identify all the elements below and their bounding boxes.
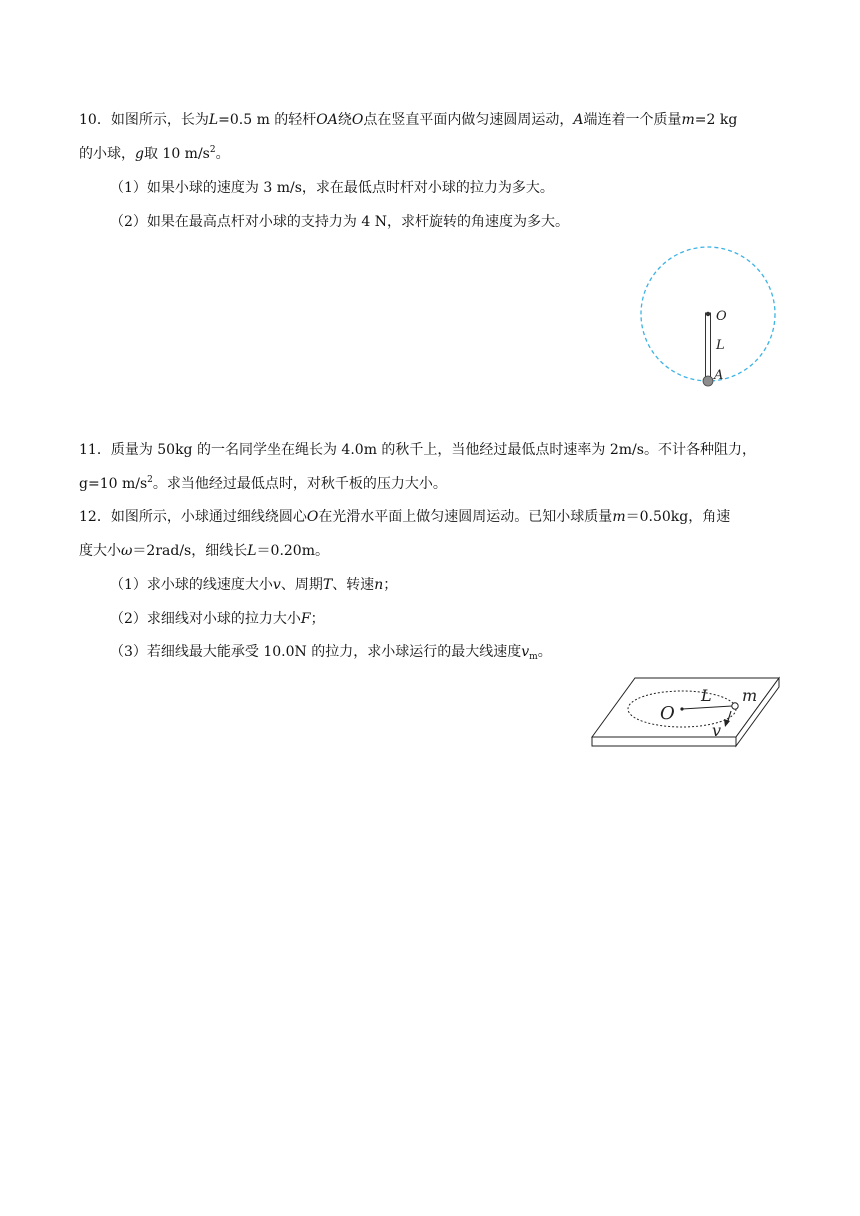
label-m: m	[742, 686, 758, 705]
q10-text: 10．如图所示，长为	[79, 112, 209, 128]
ball-A	[703, 376, 713, 386]
q11-line-1: 11．质量为 50kg 的一名同学坐在绳长为 4.0m 的秋千上，当他经过最低点时速率为 2m/s。不计各种阻力，	[79, 442, 756, 458]
var-v: v	[521, 644, 530, 660]
q12-line-2	[79, 541, 329, 561]
q12-text: 、转速	[332, 577, 375, 593]
q10-text: 端连着一个质量	[583, 112, 682, 128]
q11-line-2	[79, 474, 447, 494]
label-A: A	[714, 368, 724, 383]
q12-plane-figure	[590, 675, 785, 750]
q10-rod-circle-figure	[630, 240, 790, 400]
q12-text: ；	[383, 577, 398, 593]
var-m: m	[681, 112, 695, 128]
ball-m	[732, 703, 738, 709]
q12-text: （3）若细线最大能承受 10.0N 的拉力，求小球运行的最大线速度	[110, 644, 522, 660]
var-A: A	[573, 112, 584, 128]
var-OA: OA	[316, 112, 338, 128]
var-m: m	[612, 509, 626, 525]
q10-text: =2 kg	[694, 112, 738, 128]
q12-line-1	[79, 507, 730, 527]
q12-subquestion-1	[110, 575, 397, 595]
q12-text: ＝0.50kg，角速	[625, 509, 731, 525]
q10-line-2	[79, 144, 230, 164]
var-O: O	[351, 112, 364, 128]
var-omega: ω	[121, 543, 133, 559]
q10-line-1	[79, 110, 737, 130]
q12-text: ；	[310, 611, 325, 627]
rod-OA	[706, 313, 711, 381]
label-O: O	[716, 309, 727, 324]
q10-text: 的小球，	[79, 146, 135, 162]
superscript: 2	[209, 145, 216, 155]
label-L: L	[716, 338, 725, 353]
q12-subquestion-2	[110, 609, 325, 629]
label-O: O	[660, 703, 675, 724]
var-n: n	[374, 577, 384, 593]
q10-subquestion-2: （2）如果在最高点杆对小球的支持力为 4 N，求杆旋转的角速度为多大。	[110, 214, 569, 230]
var-T: T	[322, 577, 333, 593]
q12-text: （1）求小球的线速度大小	[110, 577, 273, 593]
q12-text: ＝0.20m。	[256, 543, 329, 559]
q12-text: 12．如图所示，小球通过细线绕圆心	[79, 509, 307, 525]
label-L: L	[701, 686, 712, 705]
q10-text: 。	[215, 146, 230, 162]
q12-subquestion-3	[110, 642, 552, 662]
q10-text: =0.5 m 的轻杆	[218, 112, 317, 128]
q12-text: 、周期	[280, 577, 323, 593]
var-L: L	[247, 543, 257, 559]
pivot-O	[706, 312, 710, 316]
q12-text: （2）求细线对小球的拉力大小	[110, 611, 301, 627]
subscript: m	[529, 652, 538, 662]
var-F: F	[300, 611, 311, 627]
var-L: L	[208, 112, 219, 128]
var-O: O	[306, 509, 319, 525]
label-v: v	[712, 721, 722, 740]
var-v: v	[272, 577, 281, 593]
q10-text: 绕	[337, 112, 352, 128]
q11-text: g=10 m/s	[79, 476, 148, 492]
q10-subquestion-1: （1）如果小球的速度为 3 m/s，求在最低点时杆对小球的拉力为多大。	[110, 180, 554, 196]
superscript: 2	[147, 475, 153, 485]
q12-text: 度大小	[79, 543, 121, 559]
q12-text: 在光滑水平面上做匀速圆周运动。已知小球质量	[318, 509, 613, 525]
q10-text: 取 10 m/s	[143, 146, 210, 162]
q12-text: 。	[537, 644, 552, 660]
q10-text: 点在竖直平面内做匀速圆周运动，	[363, 112, 574, 128]
q12-text: ＝2rad/s，细线长	[132, 543, 248, 559]
q11-text: 。求当他经过最低点时，对秋千板的压力大小。	[152, 476, 447, 492]
var-g: g	[135, 146, 144, 162]
